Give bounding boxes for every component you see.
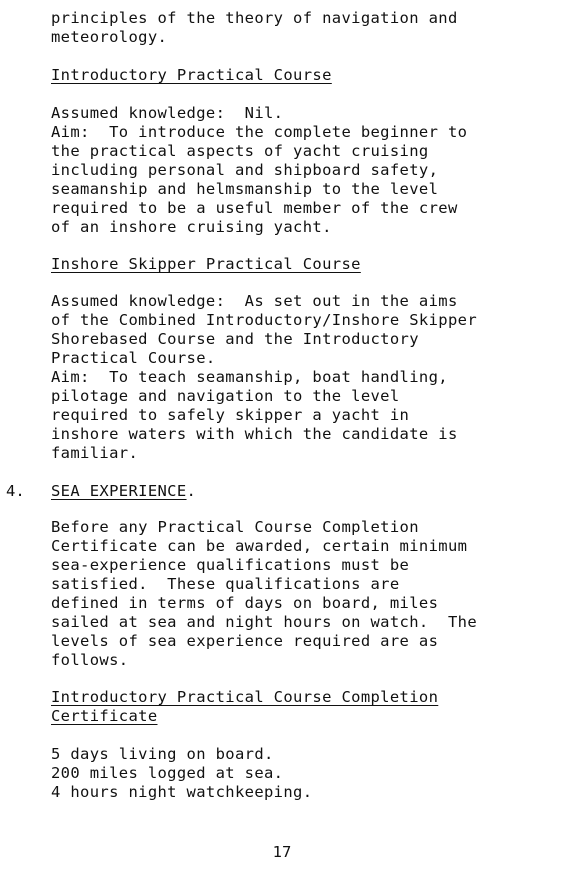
page-number: 17 [272, 843, 292, 861]
body-text-line: of the Combined Introductory/Inshore Skipper [51, 311, 477, 329]
body-text-line: sailed at sea and night hours on watch. The [51, 613, 477, 631]
requirement-item: 4 hours night watchkeeping. [51, 783, 313, 801]
body-text-line: satisfied. These qualifications are [51, 575, 400, 593]
section-heading-introductory-practical: Introductory Practical Course [51, 66, 332, 84]
body-text-line: meteorology. [51, 28, 168, 46]
body-text-line: Aim: To introduce the complete beginner to [51, 123, 468, 141]
subheading-completion-certificate: Introductory Practical Course Completion [51, 688, 439, 706]
body-text-line: Before any Practical Course Completion [51, 518, 419, 536]
body-text-line: Assumed knowledge: Nil. [51, 104, 284, 122]
body-text-line: follows. [51, 651, 129, 669]
body-text-line: defined in terms of days on board, miles [51, 594, 439, 612]
section-title-period: . [186, 482, 197, 500]
section-title-sea-experience [51, 482, 196, 501]
requirement-item: 200 miles logged at sea. [51, 764, 284, 782]
section-number: 4. [6, 482, 25, 500]
section-title-text: SEA EXPERIENCE [51, 482, 187, 500]
body-text-line: the practical aspects of yacht cruising [51, 142, 429, 160]
body-text-line: required to be a useful member of the crew [51, 199, 458, 217]
body-text-line: familiar. [51, 444, 139, 462]
body-text-line: pilotage and navigation to the level [51, 387, 400, 405]
subheading-completion-certificate: Certificate [51, 707, 158, 725]
section-heading-inshore-skipper-practical: Inshore Skipper Practical Course [51, 255, 361, 273]
body-text-line: principles of the theory of navigation and [51, 9, 458, 27]
body-text-line: Certificate can be awarded, certain minimum [51, 537, 468, 555]
body-text-line: Aim: To teach seamanship, boat handling, [51, 368, 448, 386]
body-text-line: Shorebased Course and the Introductory [51, 330, 419, 348]
body-text-line: Assumed knowledge: As set out in the aims [51, 292, 458, 310]
requirement-item: 5 days living on board. [51, 745, 274, 763]
body-text-line: of an inshore cruising yacht. [51, 218, 332, 236]
body-text-line: seamanship and helmsmanship to the level [51, 180, 439, 198]
body-text-line: sea-experience qualifications must be [51, 556, 410, 574]
body-text-line: Practical Course. [51, 349, 216, 367]
body-text-line: inshore waters with which the candidate is [51, 425, 458, 443]
body-text-line: levels of sea experience required are as [51, 632, 439, 650]
body-text-line: including personal and shipboard safety, [51, 161, 439, 179]
body-text-line: required to safely skipper a yacht in [51, 406, 410, 424]
